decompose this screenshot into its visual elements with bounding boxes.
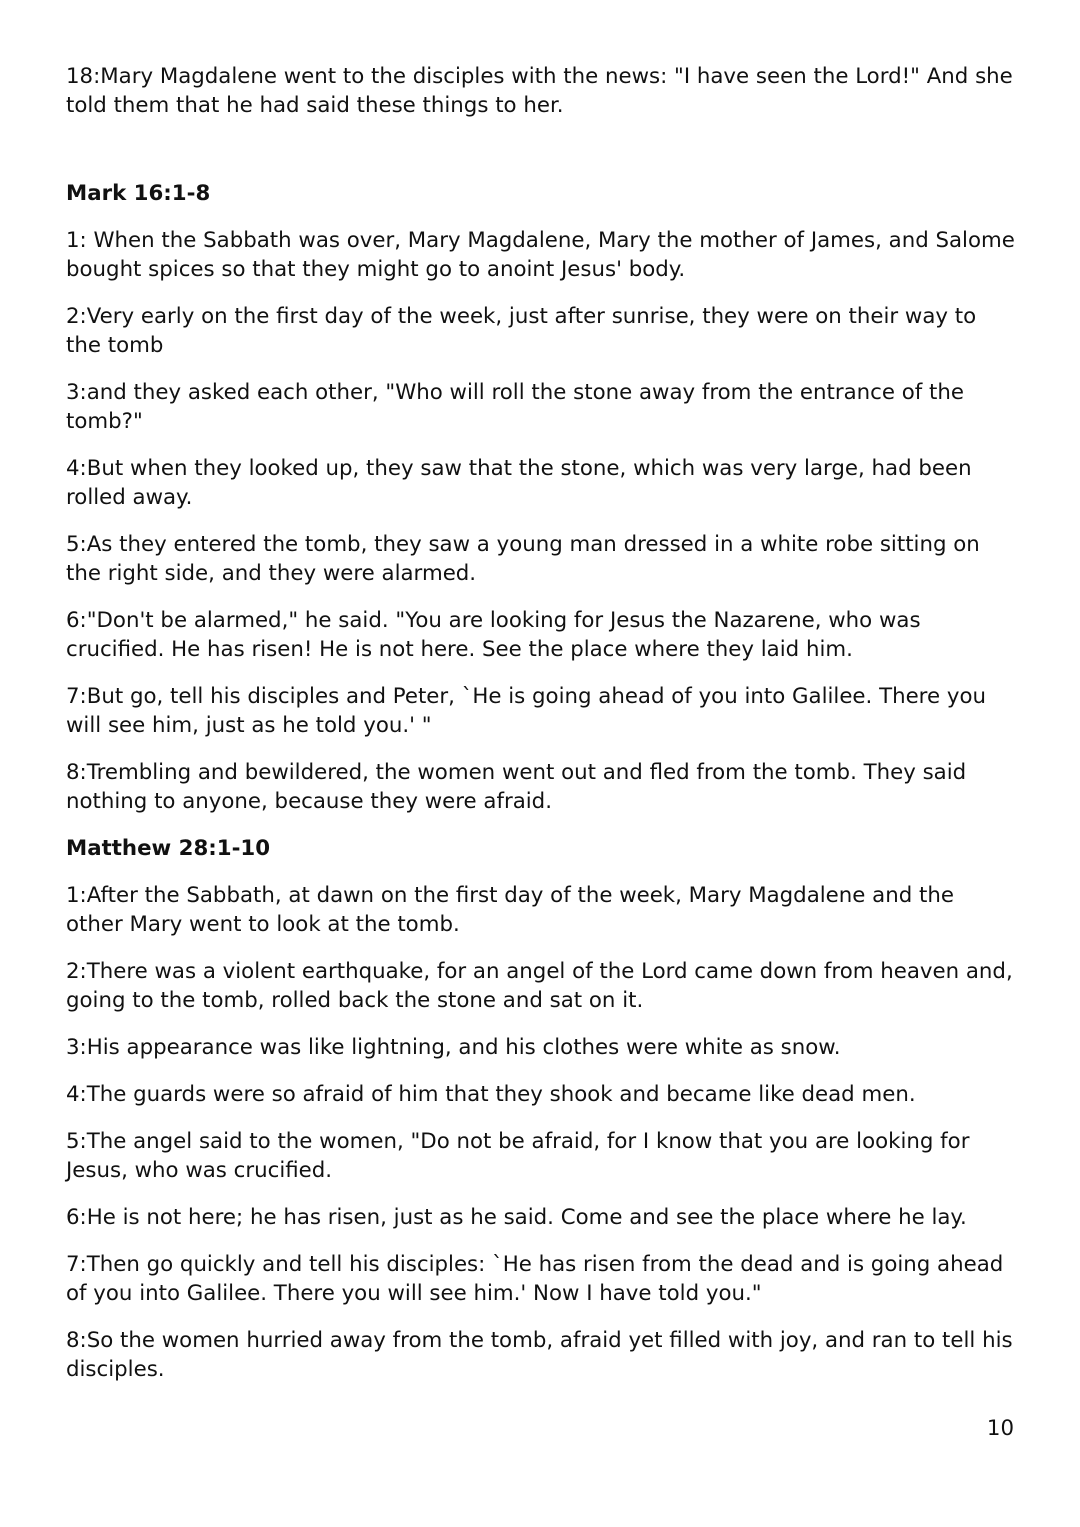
mark-verse-2: 2:Very early on the first day of the week, just after sunrise, they were on their way to the tomb [66, 304, 977, 358]
document-page [66, 62, 1016, 1402]
mark-verse-5: 5:As they entered the tomb, they saw a young man dressed in a white robe sitting on the right side, and they were alarmed. [66, 532, 980, 586]
mark-verse-8: 8:Trembling and bewildered, the women went out and fled from the tomb. They said nothing to anyone, because they were afraid. [66, 760, 967, 814]
mark-verse-6: 6:"Don't be alarmed," he said. "You are looking for Jesus the Nazarene, who was crucified. He has risen! He is not here. See the place where they laid him. [66, 608, 921, 662]
matthew-verse-8: 8:So the women hurried away from the tomb, afraid yet filled with joy, and ran to tell his disciples. [66, 1328, 1013, 1382]
matthew-verse-7: 7:Then go quickly and tell his disciples: `He has risen from the dead and is going ahead of you into Galilee. There you will see him.' Now I have told you." [66, 1252, 1004, 1306]
page-number: 10 [986, 1416, 1014, 1441]
mark-section [66, 179, 1016, 816]
mark-verse-1: 1: When the Sabbath was over, Mary Magdalene, Mary the mother of James, and Salome bought spices so that they might go to anoint Jesus' body. [66, 228, 1015, 282]
matthew-verse-4: 4:The guards were so afraid of him that they shook and became like dead men. [66, 1082, 916, 1107]
matthew-heading: Matthew 28:1-10 [66, 836, 271, 861]
mark-heading: Mark 16:1-8 [66, 181, 211, 206]
matthew-verse-2: 2:There was a violent earthquake, for an angel of the Lord came down from heaven and, going to the tomb, rolled back the stone and sat on it. [66, 959, 1013, 1013]
matthew-section [66, 834, 1016, 1384]
mark-verse-4: 4:But when they looked up, they saw that the stone, which was very large, had been rolled away. [66, 456, 972, 510]
mark-verse-7: 7:But go, tell his disciples and Peter, `He is going ahead of you into Galilee. There you will see him, just as he told you.' " [66, 684, 986, 738]
matthew-verse-3: 3:His appearance was like lightning, and his clothes were white as snow. [66, 1035, 841, 1060]
matthew-verse-6: 6:He is not here; he has risen, just as he said. Come and see the place where he lay. [66, 1205, 967, 1230]
matthew-verse-1: 1:After the Sabbath, at dawn on the first day of the week, Mary Magdalene and the other Mary went to look at the tomb. [66, 883, 954, 937]
mark-verse-3: 3:and they asked each other, "Who will roll the stone away from the entrance of the tomb?" [66, 380, 965, 434]
john-verse-18: 18:Mary Magdalene went to the disciples with the news: "I have seen the Lord!" And she told them that he had said these things to her. [66, 64, 1013, 118]
matthew-verse-5: 5:The angel said to the women, "Do not be afraid, for I know that you are looking for Jesus, who was crucified. [66, 1129, 970, 1183]
